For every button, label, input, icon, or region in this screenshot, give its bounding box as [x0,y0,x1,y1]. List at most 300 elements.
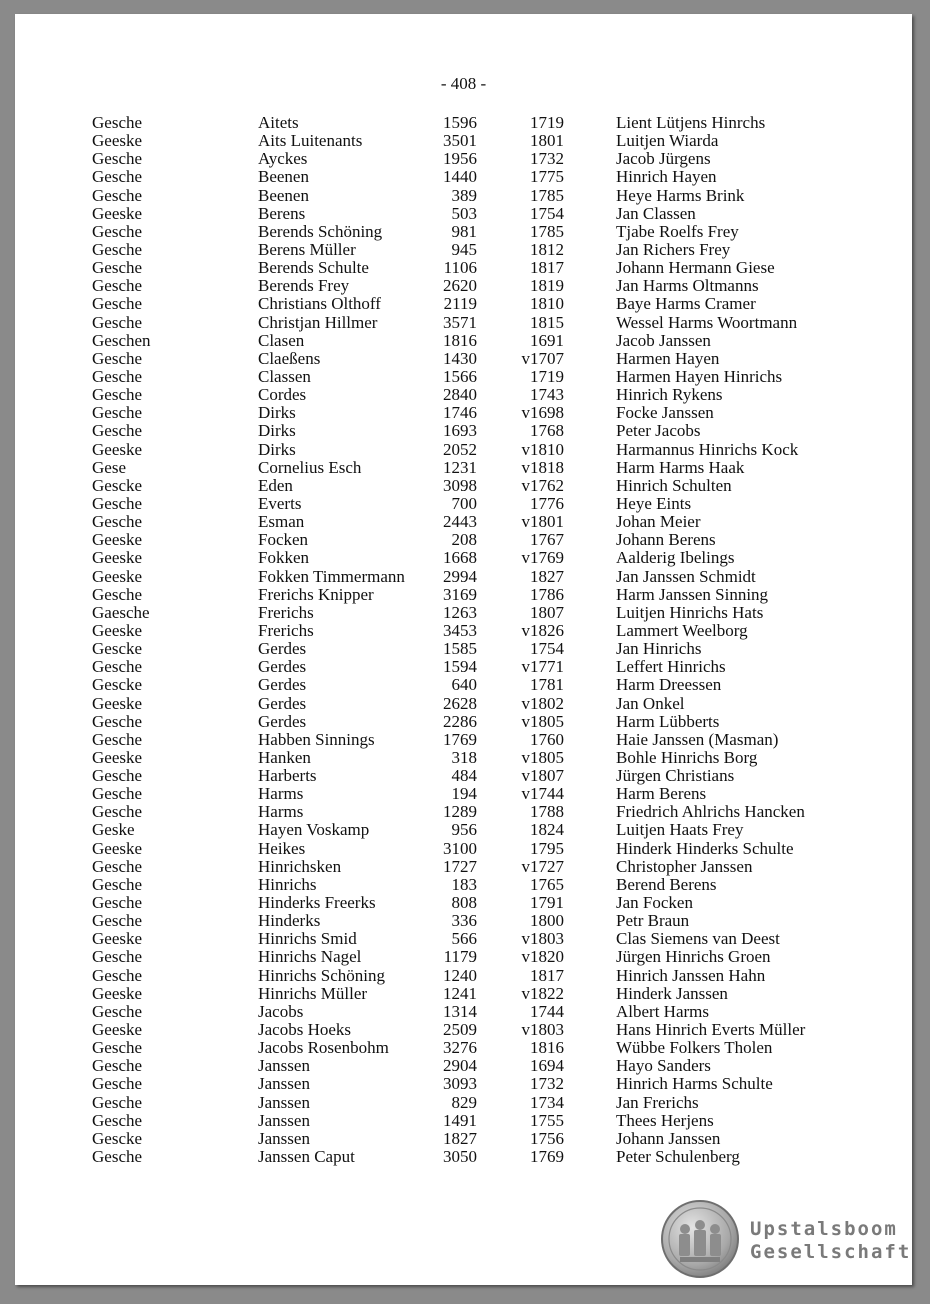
record-number: 503 [451,203,477,223]
year: 1810 [530,294,564,314]
year: 1795 [530,838,564,858]
record-number: 1956 [443,149,477,169]
first-name: Gesche [92,711,143,731]
record-number: 1263 [443,602,477,622]
year: 1768 [530,421,564,441]
spouse-name: Leffert Hinrichs [616,657,726,677]
record-number: 3571 [443,312,477,332]
spouse-name: Berend Berens [616,874,717,894]
year: v1744 [521,784,564,804]
org-logo-text [750,1218,911,1264]
spouse-name: Hinrich Harms Schulte [616,1074,773,1094]
surname: Janssen [258,1056,310,1076]
first-name: Gesche [92,493,143,513]
spouse-name: Jan Harms Oltmanns [616,276,759,296]
surname: Hinrichs Müller [258,983,368,1003]
record-number: 3169 [443,584,477,604]
table-row [15,187,912,205]
year: v1822 [521,983,564,1003]
first-name: Geeske [92,131,143,151]
first-name: Gesche [92,1074,143,1094]
surname: Aitets [258,113,299,132]
record-number: 808 [451,893,477,913]
table-row [15,912,912,930]
year: 1755 [530,1110,564,1130]
spouse-name: Johann Berens [616,530,716,550]
spouse-name: Baye Harms Cramer [616,294,756,314]
year: v1707 [521,348,564,368]
first-name: Gesche [92,1110,143,1130]
table-row [15,622,912,640]
surname: Jacobs [258,1001,304,1021]
surname: Clasen [258,330,305,350]
table-row [15,132,912,150]
spouse-name: Lient Lütjens Hinrchs [616,113,766,132]
year: 1754 [530,203,564,223]
spouse-name: Hinderk Janssen [616,983,728,1003]
surname: Classen [258,366,311,386]
surname: Dirks [258,421,296,441]
surname: Hanken [258,747,311,767]
record-number: 2840 [443,385,477,405]
first-name: Gesche [92,294,143,314]
table-row [15,1094,912,1112]
spouse-name: Hinrich Rykens [616,385,723,405]
record-number: 336 [451,911,477,931]
first-name: Gesche [92,239,143,259]
record-number: 1430 [443,348,477,368]
record-number: 1314 [443,1001,477,1021]
surname: Gerdes [258,693,307,713]
table-row [15,749,912,767]
first-name: Gesche [92,149,143,169]
entry-table [15,114,912,1166]
spouse-name: Heye Harms Brink [616,185,745,205]
spouse-name: Friedrich Ahlrichs Hancken [616,802,805,822]
year: 1754 [530,639,564,659]
surname: Eden [258,475,293,495]
year: 1786 [530,584,564,604]
surname: Berends Frey [258,276,350,296]
year: v1762 [521,475,564,495]
record-number: 1693 [443,421,477,441]
year: v1807 [521,766,564,786]
surname: Hinrichs Schöning [258,965,386,985]
surname: Berends Schöning [258,221,383,241]
surname: Gerdes [258,675,307,695]
spouse-name: Harm Janssen Sinning [616,584,769,604]
record-number: 1816 [443,330,477,350]
surname: Beenen [258,167,309,187]
spouse-name: Jacob Jürgens [616,149,711,169]
spouse-name: Albert Harms [616,1001,710,1021]
table-row [15,277,912,295]
first-name: Gescke [92,639,143,659]
first-name: Gesche [92,512,143,532]
year: 1769 [530,1147,564,1167]
spouse-name: Jan Onkel [616,693,685,713]
first-name: Gesche [92,1056,143,1076]
first-name: Geske [92,820,135,840]
table-row [15,150,912,168]
year: 1691 [530,330,564,350]
table-row [15,767,912,785]
table-row [15,1057,912,1075]
spouse-name: Bohle Hinrichs Borg [616,747,758,767]
record-number: 1240 [443,965,477,985]
record-number: 1827 [443,1128,477,1148]
first-name: Geschen [92,330,151,350]
table-row [15,948,912,966]
document-page [15,14,912,1285]
year: 1824 [530,820,564,840]
table-row [15,967,912,985]
record-number: 1231 [443,457,477,477]
spouse-name: Petr Braun [616,911,690,931]
table-row [15,295,912,313]
surname: Frerichs [258,620,314,640]
record-number: 194 [451,784,477,804]
record-number: 3093 [443,1074,477,1094]
year: v1803 [521,1020,564,1040]
table-row [15,168,912,186]
record-number: 1179 [443,947,477,967]
surname: Fokken Timmermann [258,566,405,586]
year: v1826 [521,620,564,640]
record-number: 3098 [443,475,477,495]
first-name: Geeske [92,983,143,1003]
spouse-name: Lammert Weelborg [616,620,748,640]
spouse-name: Jan Hinrichs [616,639,702,659]
first-name: Geeske [92,1020,143,1040]
spouse-name: Harm Lübberts [616,711,720,731]
surname: Janssen [258,1074,310,1094]
record-number: 1106 [443,258,477,278]
surname: Esman [258,512,305,532]
first-name: Gesche [92,893,143,913]
table-row [15,259,912,277]
spouse-name: Hans Hinrich Everts Müller [616,1020,806,1040]
year: 1760 [530,729,564,749]
surname: Gerdes [258,657,307,677]
record-number: 640 [451,675,477,695]
first-name: Gesche [92,312,143,332]
surname: Dirks [258,403,296,423]
spouse-name: Hinderk Hinderks Schulte [616,838,794,858]
year: 1765 [530,874,564,894]
first-name: Gesche [92,258,143,278]
spouse-name: Jan Classen [616,203,696,223]
record-number: 1241 [443,983,477,1003]
year: 1743 [530,385,564,405]
first-name: Gescke [92,475,143,495]
table-row [15,840,912,858]
first-name: Gesche [92,856,143,876]
surname: Janssen [258,1092,310,1112]
page-number: - 408 - [440,74,487,93]
table-row [15,495,912,513]
year: 1800 [530,911,564,931]
surname: Janssen [258,1110,310,1130]
record-number: 183 [451,874,477,894]
surname: Dirks [258,439,296,459]
record-number: 956 [451,820,477,840]
year: 1756 [530,1128,564,1148]
spouse-name: Luitjen Haats Frey [616,820,744,840]
first-name: Gesche [92,421,143,441]
table-row [15,604,912,622]
surname: Beenen [258,185,309,205]
year: v1818 [521,457,564,477]
spouse-name: Harm Dreessen [616,675,722,695]
record-number: 3276 [443,1038,477,1058]
first-name: Gesche [92,276,143,296]
surname: Hinderks Freerks [258,893,376,913]
table-row [15,1021,912,1039]
spouse-name: Jürgen Hinrichs Groen [616,947,771,967]
spouse-name: Haie Janssen (Masman) [616,729,779,749]
year: 1785 [530,185,564,205]
record-number: 1594 [443,657,477,677]
first-name: Gesche [92,657,143,677]
spouse-name: Hayo Sanders [616,1056,711,1076]
record-number: 2628 [443,693,477,713]
year: 1819 [530,276,564,296]
year: 1719 [530,113,564,132]
first-name: Geeske [92,439,143,459]
record-number: 700 [451,493,477,513]
table-row [15,894,912,912]
spouse-name: Harmen Hayen [616,348,720,368]
spouse-name: Peter Schulenberg [616,1147,740,1167]
spouse-name: Jan Richers Frey [616,239,731,259]
year: 1719 [530,366,564,386]
year: v1805 [521,747,564,767]
first-name: Gesche [92,947,143,967]
first-name: Gesche [92,1001,143,1021]
spouse-name: Hinrich Hayen [616,167,717,187]
upstalsboom-seal-icon [660,1199,740,1279]
first-name: Gescke [92,675,143,695]
year: 1827 [530,566,564,586]
surname: Everts [258,493,302,513]
first-name: Gescke [92,1128,143,1148]
first-name: Gesche [92,185,143,205]
record-number: 1596 [443,113,477,132]
year: 1775 [530,167,564,187]
year: v1727 [521,856,564,876]
surname: Hinrichs Nagel [258,947,362,967]
spouse-name: Harm Berens [616,784,707,804]
spouse-name: Harmen Hayen Hinrichs [616,366,783,386]
first-name: Geeske [92,620,143,640]
table-row [15,858,912,876]
table-row [15,785,912,803]
first-name: Gaesche [92,602,150,622]
record-number: 1769 [443,729,477,749]
first-name: Gesche [92,911,143,931]
spouse-name: Christopher Janssen [616,856,753,876]
table-row [15,314,912,332]
table-row [15,1130,912,1148]
table-row [15,205,912,223]
first-name: Gesche [92,221,143,241]
year: 1734 [530,1092,564,1112]
year: 1812 [530,239,564,259]
table-row [15,876,912,894]
spouse-name: Wübbe Folkers Tholen [616,1038,773,1058]
year: v1820 [521,947,564,967]
year: v1769 [521,548,564,568]
spouse-name: Hinrich Schulten [616,475,732,495]
first-name: Gesche [92,729,143,749]
record-number: 389 [451,185,477,205]
surname: Cornelius Esch [258,457,362,477]
surname: Aits Luitenants [258,131,363,151]
record-number: 2443 [443,512,477,532]
surname: Hayen Voskamp [258,820,370,840]
surname: Frerichs Knipper [258,584,374,604]
record-number: 566 [451,929,477,949]
spouse-name: Hinrich Janssen Hahn [616,965,766,985]
surname: Hinrichs Smid [258,929,357,949]
first-name: Geeske [92,693,143,713]
table-row [15,477,912,495]
surname: Jacobs Hoeks [258,1020,352,1040]
year: 1816 [530,1038,564,1058]
record-number: 3050 [443,1147,477,1167]
record-number: 1491 [443,1110,477,1130]
surname: Heikes [258,838,306,858]
spouse-name: Jan Janssen Schmidt [616,566,756,586]
table-row [15,1148,912,1166]
year: v1698 [521,403,564,423]
first-name: Geeske [92,548,143,568]
surname: Harberts [258,766,317,786]
first-name: Gesche [92,802,143,822]
table-row [15,1003,912,1021]
record-number: 1440 [443,167,477,187]
table-row [15,114,912,132]
table-row [15,332,912,350]
table-row [15,422,912,440]
table-row [15,513,912,531]
surname: Janssen Caput [258,1147,355,1167]
record-number: 829 [451,1092,477,1112]
year: 1817 [530,965,564,985]
surname: Habben Sinnings [258,729,375,749]
year: 1767 [530,530,564,550]
spouse-name: Peter Jacobs [616,421,701,441]
spouse-name: Johann Janssen [616,1128,721,1148]
table-row [15,930,912,948]
spouse-name: Wessel Harms Woortmann [616,312,798,332]
spouse-name: Thees Herjens [616,1110,714,1130]
spouse-name: Jan Focken [616,893,693,913]
record-number: 945 [451,239,477,259]
spouse-name: Luitjen Wiarda [616,131,719,151]
table-row [15,676,912,694]
record-number: 3100 [443,838,477,858]
year: 1817 [530,258,564,278]
org-name-line1: Upstalsboom [750,1218,898,1240]
table-row [15,803,912,821]
year: 1776 [530,493,564,513]
first-name: Gesche [92,874,143,894]
table-row [15,531,912,549]
spouse-name: Luitjen Hinrichs Hats [616,602,764,622]
table-row [15,731,912,749]
year: v1771 [521,657,564,677]
first-name: Gesche [92,766,143,786]
table-row [15,459,912,477]
table-row [15,404,912,422]
surname: Cordes [258,385,307,405]
surname: Ayckes [258,149,308,169]
org-name-line2: Gesellschaft [750,1241,912,1263]
table-row [15,821,912,839]
surname: Harms [258,802,304,822]
first-name: Geeske [92,203,143,223]
year: v1801 [521,512,564,532]
record-number: 1727 [443,856,477,876]
spouse-name: Heye Eints [616,493,692,513]
table-row [15,549,912,567]
table-row [15,1075,912,1093]
record-number: 1746 [443,403,477,423]
first-name: Geeske [92,838,143,858]
table-row [15,713,912,731]
first-name: Geeske [92,747,143,767]
record-number: 2286 [443,711,477,731]
table-row [15,223,912,241]
first-name: Gesche [92,1092,143,1112]
record-number: 1289 [443,802,477,822]
surname: Hinrichs [258,874,317,894]
year: 1791 [530,893,564,913]
table-row [15,640,912,658]
surname: Harms [258,784,304,804]
table-row [15,368,912,386]
year: 1785 [530,221,564,241]
record-number: 484 [451,766,477,786]
record-number: 2509 [443,1020,477,1040]
year: 1815 [530,312,564,332]
surname: Fokken [258,548,309,568]
surname: Christians Olthoff [258,294,381,314]
record-number: 2904 [443,1056,477,1076]
first-name: Geeske [92,929,143,949]
year: 1788 [530,802,564,822]
surname: Hinrichsken [258,856,342,876]
record-number: 2119 [443,294,477,314]
first-name: Gesche [92,167,143,187]
first-name: Gesche [92,113,143,132]
table-row [15,658,912,676]
spouse-name: Focke Janssen [616,403,714,423]
record-number: 318 [451,747,477,767]
table-row [15,1112,912,1130]
record-number: 1585 [443,639,477,659]
year: v1810 [521,439,564,459]
record-number: 3453 [443,620,477,640]
first-name: Gese [92,457,126,477]
first-name: Geeske [92,566,143,586]
surname: Focken [258,530,309,550]
first-name: Gesche [92,1147,143,1167]
spouse-name: Harm Harms Haak [616,457,745,477]
surname: Janssen [258,1128,310,1148]
